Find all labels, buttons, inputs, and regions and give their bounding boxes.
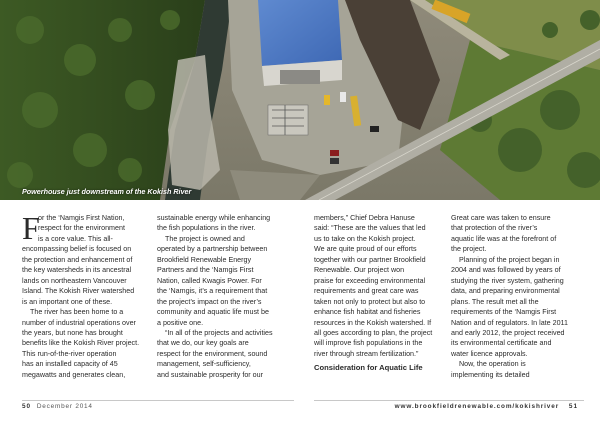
text-line: will improve fish populations in the bbox=[314, 339, 423, 348]
article-column-1 bbox=[22, 210, 161, 380]
text-line: said: “These are the values that led bbox=[314, 224, 426, 233]
text-line: its environmental certificate and bbox=[451, 339, 552, 348]
text-line: number of industrial operations over bbox=[22, 318, 136, 327]
text-line: data, and preparing environmental bbox=[451, 287, 560, 296]
text-line: respect for the environment, sound bbox=[157, 349, 268, 358]
text-line: us to take on the Kokish project. bbox=[314, 234, 416, 243]
article-column-3 bbox=[314, 213, 453, 374]
text-line: together with our partner Brookfield bbox=[314, 255, 426, 264]
text-line: that protection of the river’s bbox=[451, 224, 538, 233]
text-line: is an important one of these. bbox=[22, 297, 113, 306]
text-line: has an installed capacity of 45 bbox=[22, 360, 118, 369]
section-subheading: Consideration for Aquatic Life bbox=[314, 363, 423, 373]
footer-right bbox=[395, 403, 578, 410]
text-line: The project is owned and bbox=[165, 234, 245, 243]
text-line: the key watersheds in its ancestral bbox=[22, 266, 132, 275]
aerial-photo-powerhouse bbox=[0, 0, 600, 200]
text-line: Island. The Kokish River watershed bbox=[22, 287, 135, 296]
text-line: lands on northeastern Vancouver bbox=[22, 276, 127, 285]
text-line: taken not only to protect but also to bbox=[314, 297, 426, 306]
drop-cap: F bbox=[22, 210, 40, 246]
text-line: megawatts and generates clean, bbox=[22, 370, 126, 379]
text-line: Nation and of regulators. In late 2011 bbox=[451, 318, 568, 327]
text-line: the protection and enhancement of bbox=[22, 255, 133, 264]
text-line: that we do, our key goals are bbox=[157, 339, 249, 348]
text-line: the fish populations in the river. bbox=[157, 224, 256, 233]
text-line: enhance fish habitat and fisheries bbox=[314, 308, 421, 317]
text-line: community and aquatic life must be bbox=[157, 308, 269, 317]
text-line: We are quite proud of our efforts bbox=[314, 245, 417, 254]
text-line: operated by a partnership between bbox=[157, 245, 268, 254]
text-line: The river has been home to a bbox=[30, 308, 124, 317]
text-line: river through stream fertilization.” bbox=[314, 349, 419, 358]
text-line: Now, the operation is bbox=[459, 360, 526, 369]
text-line: and early 2012, the project received bbox=[451, 328, 565, 337]
page-number-left: 50 bbox=[22, 403, 32, 410]
footer-url: www.brookfieldrenewable.com/kokishriver bbox=[394, 403, 560, 410]
text-line: requirements of the ‘Namgis First bbox=[451, 308, 557, 317]
text-line: aquatic life was at the forefront of bbox=[451, 234, 557, 243]
text-line: water licence approvals. bbox=[451, 349, 528, 358]
footer-rule-left bbox=[22, 400, 294, 401]
article-column-4 bbox=[451, 213, 590, 380]
text-line: members,” Chief Debra Hanuse bbox=[314, 214, 415, 222]
article-column-2 bbox=[157, 213, 296, 380]
text-line: encompassing belief is focused on bbox=[22, 245, 132, 254]
text-line: or the ‘Namgis First Nation, bbox=[38, 214, 125, 222]
photo-caption: Powerhouse just downstream of the Kokish River bbox=[22, 187, 192, 196]
text-line: Nation, called Kwagis Power. For bbox=[157, 276, 262, 285]
issue-date: December 2014 bbox=[36, 403, 93, 410]
text-line: studying the river system, gathering bbox=[451, 276, 564, 285]
text-line: is a core value. This all- bbox=[38, 234, 113, 243]
text-line: the project’s impact on the river’s bbox=[157, 297, 262, 306]
text-line: management, self-sufficiency, bbox=[157, 360, 251, 369]
text-line: praise for exceeding environmental bbox=[314, 276, 426, 285]
text-line: a positive one. bbox=[157, 318, 204, 327]
text-line: and sustainable prosperity for our bbox=[157, 370, 263, 379]
text-line: “In all of the projects and activities bbox=[165, 328, 273, 337]
text-line: Great care was taken to ensure bbox=[451, 214, 551, 222]
text-line: plans. The result met all the bbox=[451, 297, 539, 306]
text-line: requirements and great care was bbox=[314, 287, 419, 296]
text-line: benefits like the Kokish River project. bbox=[22, 339, 140, 348]
text-line: sustainable energy while enhancing bbox=[157, 214, 271, 222]
footer-left bbox=[22, 403, 93, 410]
text-line: Renewable. Our project won bbox=[314, 266, 405, 275]
text-line: all goes according to plan, the project bbox=[314, 328, 433, 337]
powerhouse-roof bbox=[258, 0, 342, 66]
text-line: 2004 and was followed by years of bbox=[451, 266, 561, 275]
text-line: This run-of-the-river operation bbox=[22, 349, 117, 358]
text-line: respect for the environment bbox=[38, 224, 125, 233]
text-line: implementing its detailed bbox=[451, 370, 530, 379]
text-line: the project. bbox=[451, 245, 487, 254]
text-line: the ‘Namgis, it’s a requirement that bbox=[157, 287, 268, 296]
text-line: Partners and the ‘Namgis First bbox=[157, 266, 254, 275]
text-line: Brookfield Renewable Energy bbox=[157, 255, 252, 264]
text-line: resources in the Kokish watershed. If bbox=[314, 318, 432, 327]
text-line: the years, but none has brought bbox=[22, 328, 123, 337]
text-line: Planning of the project began in bbox=[459, 255, 560, 264]
footer-rule-right bbox=[314, 400, 584, 401]
page-number-right: 51 bbox=[568, 403, 578, 410]
